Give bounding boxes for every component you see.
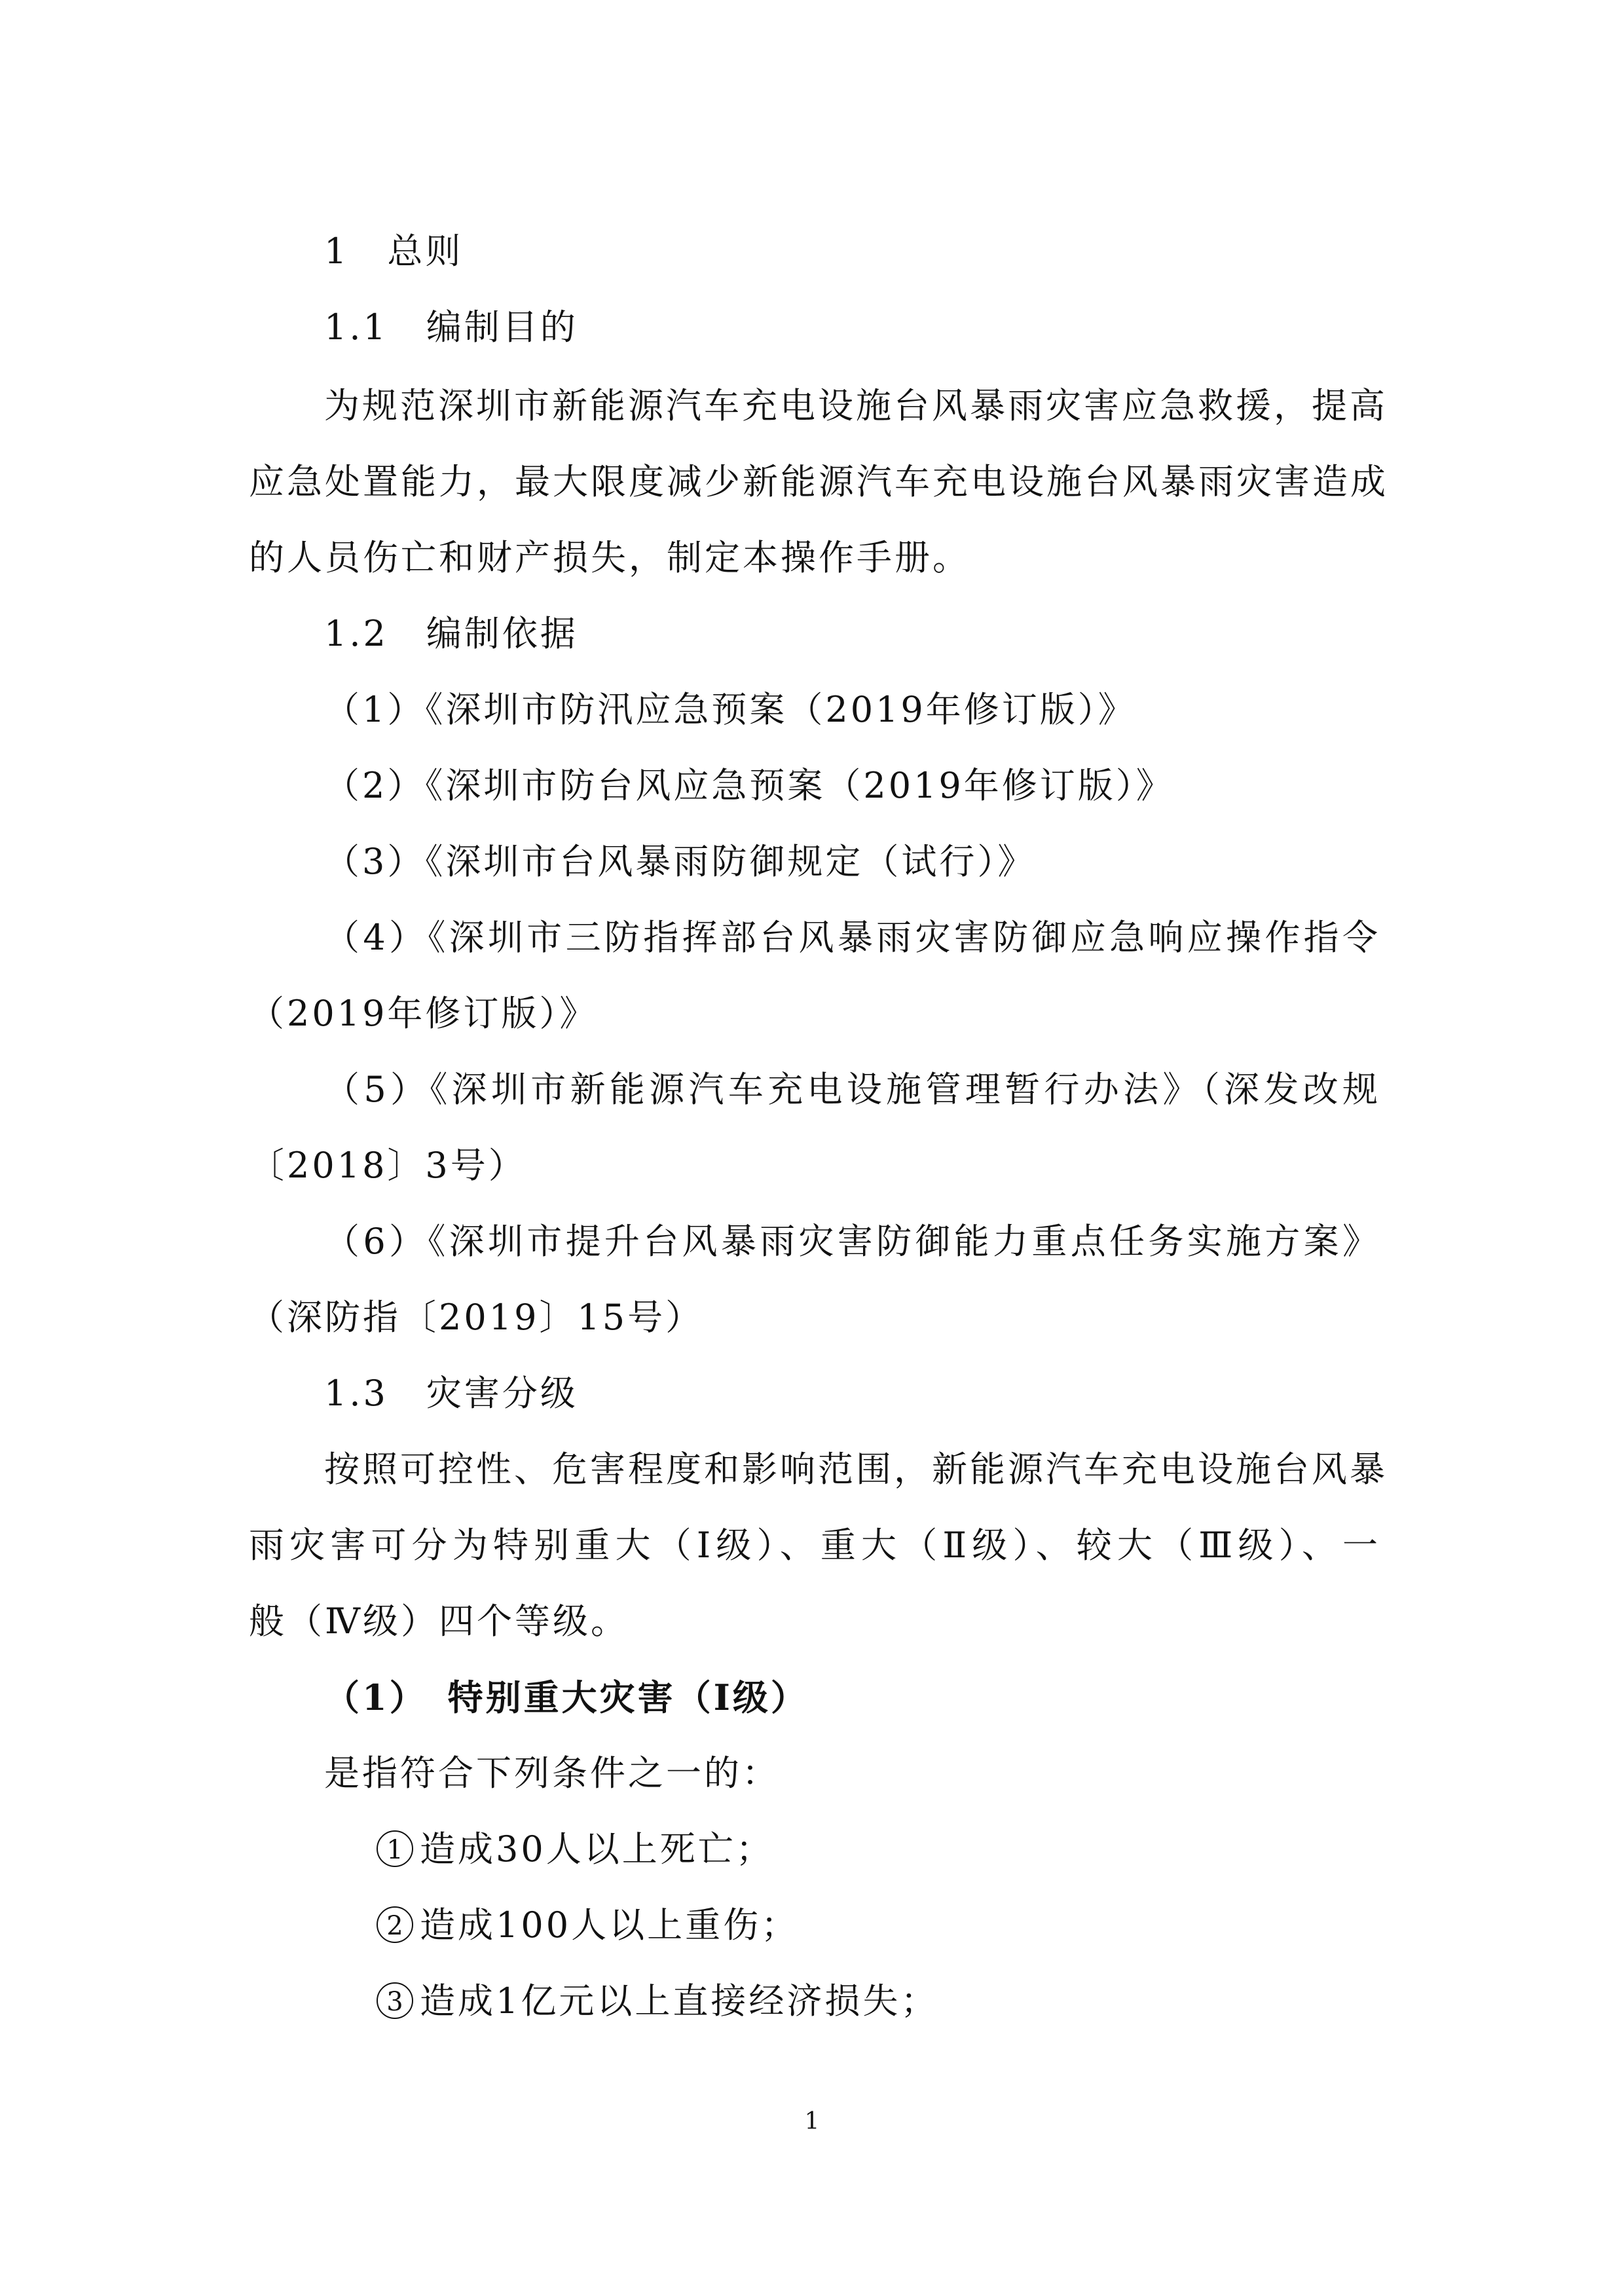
level1-intro: 是指符合下列条件之一的： [324, 1752, 780, 1794]
list-item-text: 造成30人以上死亡； [420, 1828, 774, 1870]
section-heading-1-1: 1.1 编制目的 [324, 306, 578, 348]
grading-line-1: 按照可控性、危害程度和影响范围，新能源汽车充电设施台风暴 [324, 1449, 1388, 1490]
list-item [377, 1899, 799, 1952]
list-item-text: 造成100人以上重伤； [420, 1904, 800, 1946]
circled-number-1: 1 [377, 1830, 413, 1867]
basis-item-5: （5）《深圳市新能源汽车充电设施管理暂行办法》（深发改规 [324, 1069, 1380, 1110]
basis-item-5-cont: 〔2018〕3号） [249, 1145, 526, 1186]
level1-heading: （1） 特别重大灾害（Ⅰ级） [324, 1676, 809, 1718]
basis-item-2: （2）《深圳市防台风应急预案（2019年修订版）》 [324, 765, 1174, 806]
circled-number-3: 3 [377, 1982, 413, 2019]
list-item [377, 1975, 938, 2028]
purpose-line-2: 应急处置能力，最大限度减少新能源汽车充电设施台风暴雨灾害造成 [249, 461, 1388, 502]
purpose-line-3: 的人员伤亡和财产损失，制定本操作手册。 [249, 537, 970, 578]
section-heading-1-2: 1.2 编制依据 [324, 613, 578, 654]
basis-item-6-cont: （深防指〔2019〕15号） [249, 1297, 704, 1338]
basis-item-4-cont: （2019年修订版）》 [249, 993, 598, 1034]
basis-item-6: （6）《深圳市提升台风暴雨灾害防御能力重点任务实施方案》 [324, 1221, 1380, 1262]
page-number: 1 [804, 2108, 820, 2135]
basis-item-1: （1）《深圳市防汛应急预案（2019年修订版）》 [324, 689, 1136, 730]
basis-item-4: （4）《深圳市三防指挥部台风暴雨灾害防御应急响应操作指令 [324, 917, 1380, 958]
list-item [377, 1823, 774, 1876]
basis-item-3: （3）《深圳市台风暴雨防御规定（试行）》 [324, 841, 1036, 882]
purpose-line-1: 为规范深圳市新能源汽车充电设施台风暴雨灾害应急救援，提高 [324, 385, 1388, 426]
grading-line-2: 雨灾害可分为特别重大（Ⅰ级）、重大（Ⅱ级）、较大（Ⅲ级）、一 [249, 1525, 1380, 1566]
section-heading-1: 1 总则 [324, 231, 464, 272]
grading-line-3: 般（Ⅳ级）四个等级。 [249, 1601, 629, 1642]
section-heading-1-3: 1.3 灾害分级 [324, 1373, 578, 1414]
list-item-text: 造成1亿元以上直接经济损失； [420, 1980, 939, 2022]
circled-number-2: 2 [377, 1906, 413, 1943]
